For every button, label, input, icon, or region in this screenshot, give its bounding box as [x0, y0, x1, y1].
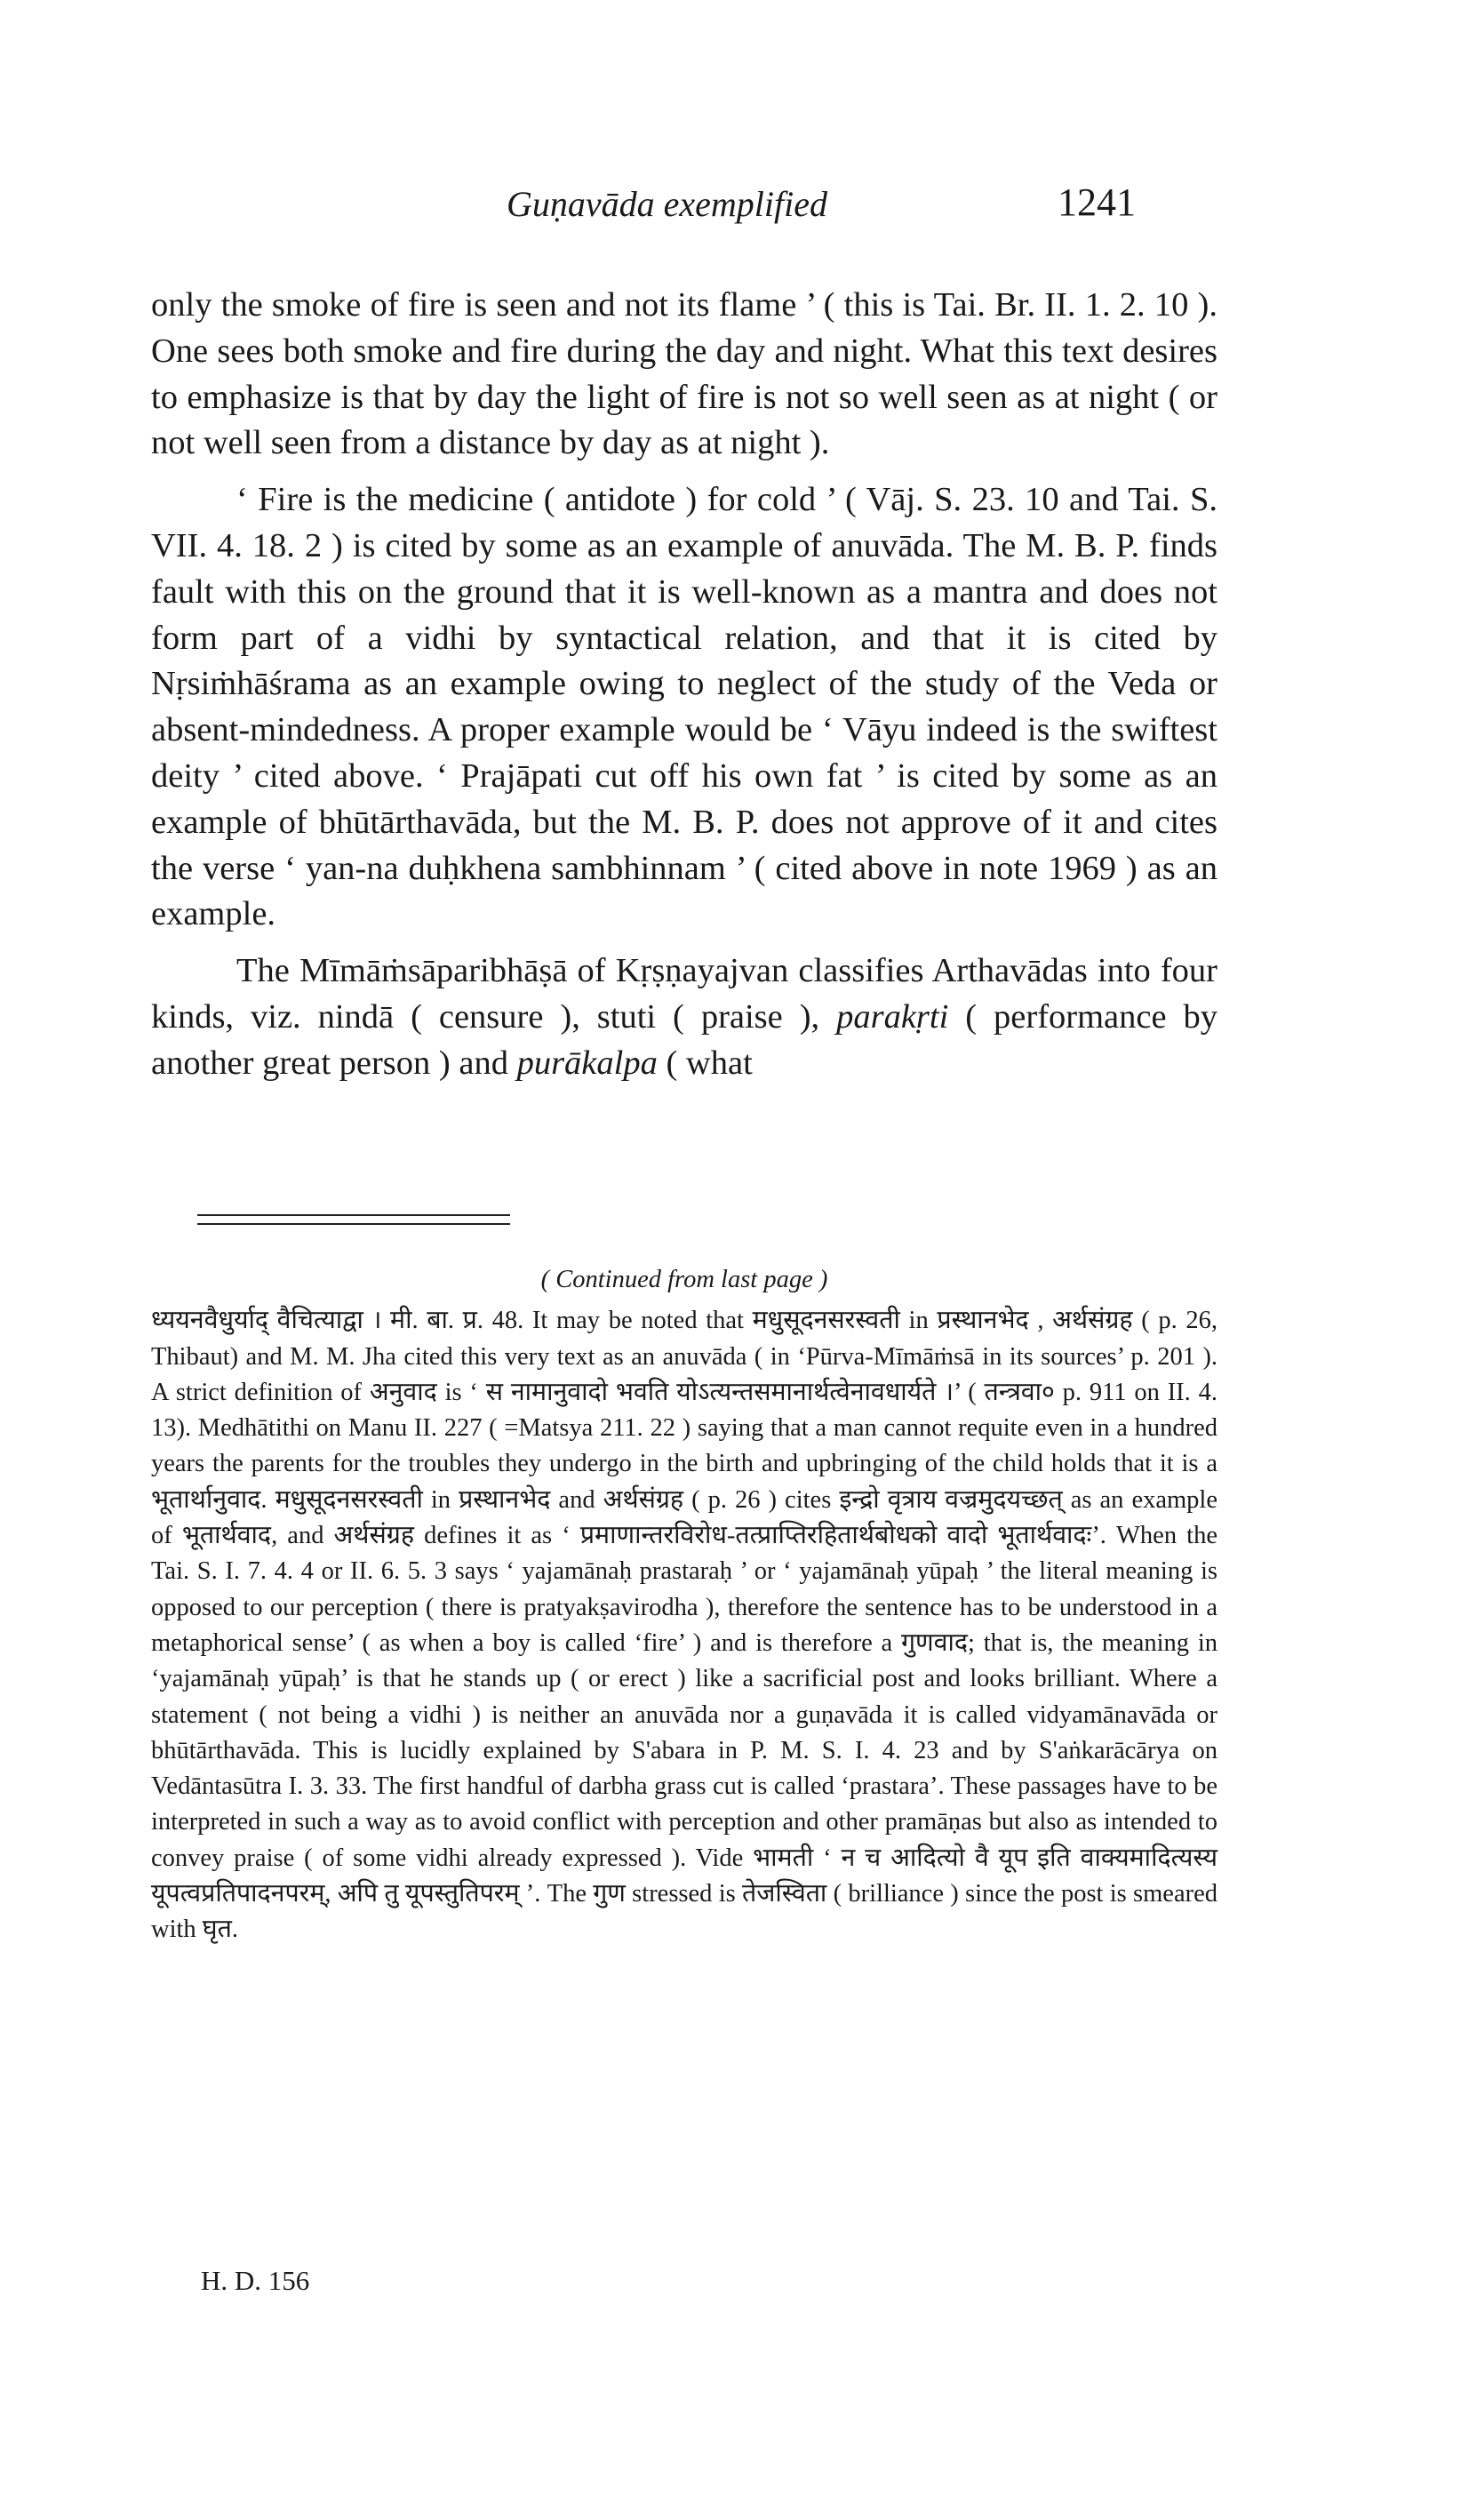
paragraph-2: ‘ Fire is the medicine ( antidote ) for cold ’ ( Vāj. S. 23. 10 and Tai. S. VII. 4. 18. 2 ) is cited by some as an example of anuvāda. The M. B. P. finds fault with this on the ground that it is well-known as a mantra and does not form part of a vidhi by syntactical relation, and that it is cited by Nṛsiṁhāśrama as an example owing to neglect of the study of the Veda or absent-mindedness. A proper example would be ‘ Vāyu indeed is the swiftest deity ’ cited above. ‘ Prajāpati cut off his own fat ’ is cited by some as an example of bhūtārthavāda, but the M. B. P. does not approve of it and cites the verse ‘ yan-na duḥkhena sambhinnam ’ ( cited above in note 1969 ) as an example.: [151, 481, 1218, 933]
term-purakalpa: purākalpa: [516, 1044, 658, 1082]
paragraph-3-part-a: The Mīmāṁsāparibhāṣā of Kṛṣṇayajvan classifies Arthavādas into four kinds, viz. nindā ( censure ), stuti ( praise ),: [151, 952, 1218, 1036]
footnote: [151, 1262, 1218, 1948]
paragraph-3-part-c: ( what: [666, 1044, 753, 1082]
footnote-continued-label: ( Continued from last page ): [540, 1266, 828, 1293]
footnote-text: ध्ययनवैधुर्याद् वैचित्याद्वा । मी. बा. प्र. 48. It may be noted that मधुसूदनसरस्वती in प्रस्थानभेद , अर्थसंग्रह ( p. 26, Thibaut) and M. M. Jha cited this very text as an anuvāda ( in ‘Pūrva-Mīmāṁsā in its sources’ p. 201 ). A strict definition of अनुवाद is ‘ स नामानुवादो भवति योऽत्यन्तसमानार्थत्वेनावधार्यते ।’ ( तन्त्रवा० p. 911 on II. 4. 13). Medhātithi on Manu II. 227 ( =Matsya 211. 22 ) saying that a man cannot requite even in a hundred years the parents for the troubles they undergo in the birth and upbringing of the child holds that it is a भूतार्थानुवाद. मधुसूदनसरस्वती in प्रस्थानभेद and अर्थसंग्रह ( p. 26 ) cites इन्द्रो वृत्राय वज्रमुदयच्छत् as an example of भूतार्थवाद, and अर्थसंग्रह defines it as ‘ प्रमाणान्तरविरोध-तत्प्राप्तिरहितार्थबोधको वादो भूतार्थवादः’. When the Tai. S. I. 7. 4. 4 or II. 6. 5. 3 says ‘ yajamānaḥ prastaraḥ ’ or ‘ yajamānaḥ yūpaḥ ’ the literal meaning is opposed to our perception ( there is pratyakṣavirodha ), therefore the sentence has to be understood in a metaphorical sense’ ( as when a boy is called ‘fire’ ) and is therefore a गुणवाद; that is, the meaning in ‘yajamānaḥ yūpaḥ’ is that he stands up ( or erect ) like a sacrificial post and looks brilliant. Where a statement ( not being a vidhi ) is neither an anuvāda nor a guṇavāda it is called vidyamānavāda or bhūtārthavāda. This is lucidly explained by S'abara in P. M. S. I. 4. 23 and by S'aṅkarācārya on Vedāntasūtra I. 3. 33. The first handful of darbha grass cut is called ‘prastara’. These passages have to be interpreted in such a way as to avoid conflict with perception and other pramāṇas but also as intended to convey praise ( of some vidhi already expressed ). Vide भामती ‘ न च आदित्यो वै यूप इति वाक्यमादित्यस्य यूपत्वप्रतिपादनपरम्, अपि तु यूपस्तुतिपरम् ’. The गुण stressed is तेजस्विता ( brilliance ) since the post is smeared with घृत.: [151, 1307, 1218, 1944]
page-header: [151, 174, 1218, 228]
main-text: [151, 283, 1218, 1098]
footnote-separator-top: [197, 1214, 510, 1216]
paragraph-3-part-b: ( performance by another great person ) and: [151, 997, 1218, 1082]
running-title: Guṇavāda exemplified: [507, 184, 827, 224]
term-parakrti: parakṛti: [836, 997, 949, 1036]
page-number: 1241: [1058, 180, 1136, 224]
footnote-separator-bottom: [197, 1223, 510, 1225]
signature-mark: H. D. 156: [201, 2265, 310, 2296]
paragraph-3: [151, 948, 1218, 1086]
paragraph-1: only the smoke of fire is seen and not its flame ’ ( this is Tai. Br. II. 1. 2. 10 ). One sees both smoke and fire during the day and night. What this text desires to emphasize is that by day the light of fire is not so well seen as at night ( or not well seen from a distance by day as at night ).: [151, 286, 1218, 462]
